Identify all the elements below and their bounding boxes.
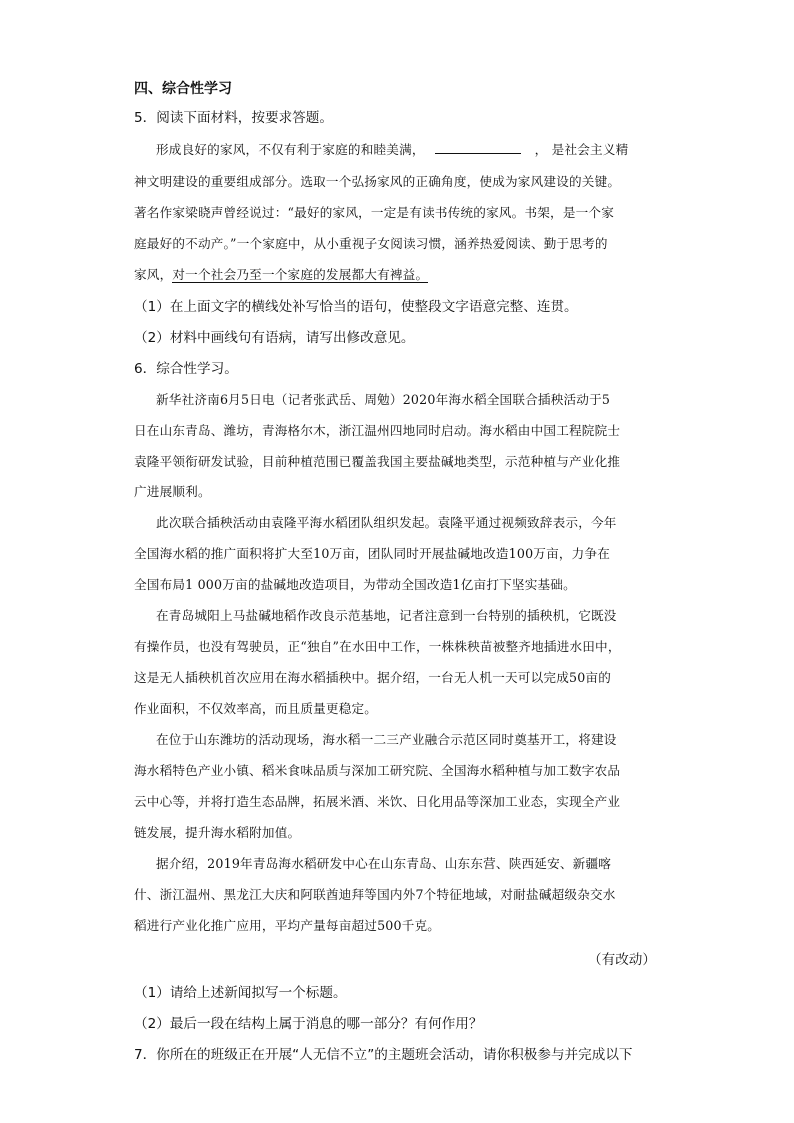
q6-news-line: 广进展顺利。 — [134, 484, 211, 499]
q5-subquestion-2: （2）材料中画线句有语病，请写出修改意见。 — [134, 330, 415, 346]
q5-passage-line-2: 神文明建设的重要组成部分。选取一个弘扬家风的正确角度，使成为家风建设的关键。 — [134, 174, 621, 189]
q5-passage-line-5 — [134, 265, 428, 285]
q6-news-line: 据介绍，2019年青岛海水稻研发中心在山东青岛、山东东营、陕西延安、新疆喀 — [156, 856, 612, 871]
q6-news-line: 链发展，提升海水稻附加值。 — [134, 825, 301, 840]
q6-news-line: 在青岛城阳上马盐碱地稻作改良示范基地，记者注意到一台特别的插秧机，它既没 — [156, 608, 617, 623]
q6-news-line: 新华社济南6月5日电（记者张武岳、周勉）2020年海水稻全国联合插秧活动于5 — [156, 392, 611, 407]
q6-news-line: 海水稻特色产业小镇、稻米食味品质与深加工研究院、全国海水稻种植与加工数字农品 — [134, 763, 621, 778]
q6-news-line: 全国布局1 000万亩的盐碱地改造项目，为带动全国改造1亿亩打下坚实基础。 — [134, 577, 576, 592]
q5-subquestion-1: （1）在上面文字的横线处补写恰当的语句，使整段文字语意完整、连贯。 — [134, 299, 578, 315]
q6-news-line: 此次联合插秧活动由袁隆平海水稻团队组织发起。袁隆平通过视频致辞表示，今年 — [156, 515, 617, 530]
q6-subquestion-2: （2）最后一段在结构上属于消息的哪一部分？有何作用？ — [134, 1016, 483, 1032]
q6-news-line: 袁隆平领衔研发试验，目前种植范围已覆盖我国主要盐碱地类型，示范种植与产业化推 — [134, 454, 621, 469]
q5-passage-line-3: 著名作家梁晓声曾经说过：“最好的家风，一定是有读书传统的家风。书架，是一个家 — [134, 205, 615, 220]
q5-passage-line-4: 庭最好的不动产。”一个家庭中，从小重视子女阅读习惯，涵养热爱阅读、勤于思考的 — [134, 236, 608, 251]
q7-prompt: 7．你所在的班级正在开展“人无信不立”的主题班会活动，请你积极参与并完成以下 — [134, 1047, 633, 1063]
q5-prompt: 5．阅读下面材料，按要求答题。 — [134, 110, 333, 126]
underlined-sentence: 对一个社会乃至一个家庭的发展都大有裨益。 — [172, 267, 429, 282]
q6-news-line: 稻进行产业化推广应用，平均产量每亩超过500千克。 — [134, 918, 441, 933]
answer-blank[interactable] — [435, 140, 521, 154]
q6-subquestion-1: （1）请给上述新闻拟写一个标题。 — [134, 985, 347, 1001]
q6-news-line: 日在山东青岛、潍坊，青海格尔木，浙江温州四地同时启动。海水稻由中国工程院院士 — [134, 423, 621, 438]
q6-news-line: 什、浙江温州、黑龙江大庆和阿联酋迪拜等国内外7个特征地域，对耐盐碱超级杂交水 — [134, 887, 616, 902]
q6-news-line: 这是无人插秧机首次应用在海水稻插秧中。据介绍，一台无人机一天可以完成50亩的 — [134, 670, 611, 685]
q5-passage-text: ， 是社会主义精 — [534, 142, 629, 157]
q6-news-line: 作业面积，不仅效率高，而且质量更稳定。 — [134, 701, 378, 716]
q6-news-line: 有操作员，也没有驾驶员，正“独自”在水田中工作，一株株秧苗被整齐地插进水田中， — [134, 639, 621, 654]
q6-news-line: 全国海水稻的推广面积将扩大至10万亩，团队同时开展盐碱地改造100万亩，力争在 — [134, 546, 611, 561]
q5-passage-text: 家风， — [134, 267, 173, 282]
q6-news-line: 云中心等，并将打造生态品牌，拓展米酒、米饮、日化用品等深加工业态，实现全产业 — [134, 794, 621, 809]
adaptation-note: （有改动） — [588, 952, 656, 968]
q6-prompt: 6．综合性学习。 — [134, 361, 238, 377]
q5-passage-text: 形成良好的家风，不仅有利于家庭的和睦美满， — [156, 142, 425, 157]
q6-news-line: 在位于山东潍坊的活动现场，海水稻一二三产业融合示范区同时奠基开工，将建设 — [156, 732, 617, 747]
q5-passage-line-1 — [156, 140, 628, 160]
section-title: 四、综合性学习 — [134, 81, 232, 97]
